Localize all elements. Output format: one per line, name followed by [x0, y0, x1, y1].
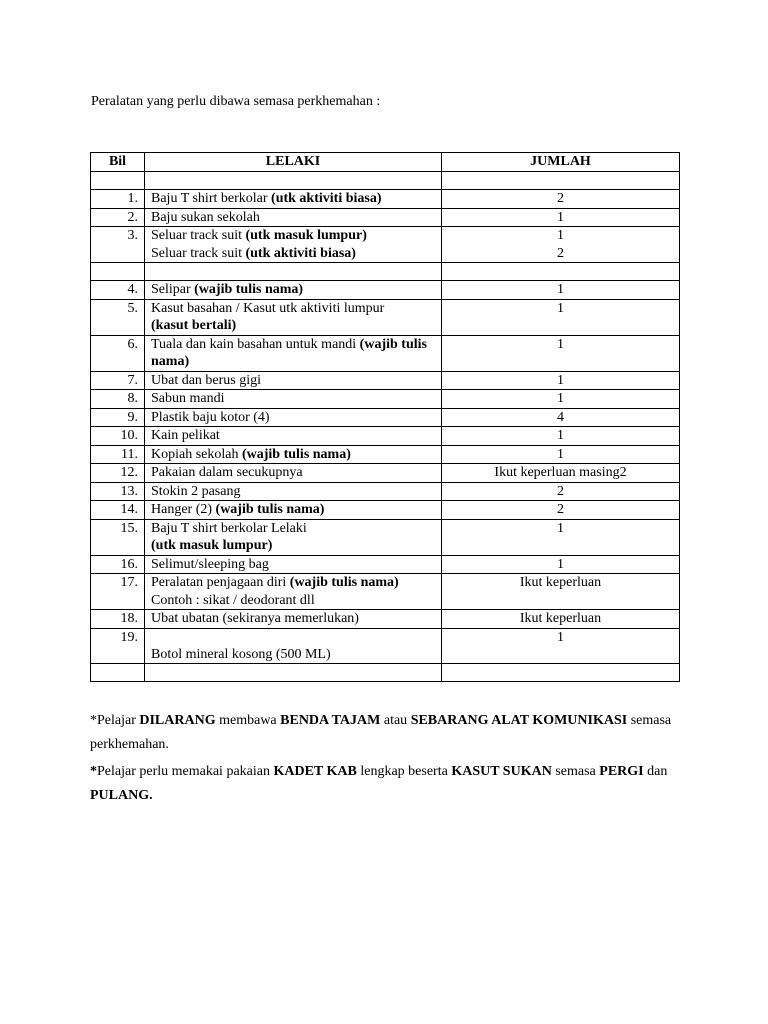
- row-number: 14.: [91, 501, 145, 520]
- item-quantity: 1: [442, 208, 680, 227]
- item-quantity: Ikut keperluan masing2: [442, 464, 680, 483]
- item-quantity: 1: [442, 371, 680, 390]
- item-quantity: 1: [442, 519, 680, 555]
- table-row: [91, 227, 680, 263]
- item-name: Tuala dan kain basahan untuk mandi (wajib tulis nama): [145, 335, 442, 371]
- item-name: Botol mineral kosong (500 ML): [145, 628, 442, 664]
- table-row: [91, 555, 680, 574]
- item-name: Stokin 2 pasang: [145, 482, 442, 501]
- table-row: [91, 390, 680, 409]
- row-number: 4.: [91, 281, 145, 300]
- row-number: 18.: [91, 610, 145, 629]
- table-row: [91, 427, 680, 446]
- table-row: [91, 335, 680, 371]
- item-name: Pakaian dalam secukupnya: [145, 464, 442, 483]
- item-name: Baju sukan sekolah: [145, 208, 442, 227]
- row-number: 8.: [91, 390, 145, 409]
- item-name: Selimut/sleeping bag: [145, 555, 442, 574]
- row-number: 5.: [91, 299, 145, 335]
- row-number: 15.: [91, 519, 145, 555]
- table-row: [91, 501, 680, 520]
- item-name: Sabun mandi: [145, 390, 442, 409]
- row-number: 7.: [91, 371, 145, 390]
- item-quantity: 1: [442, 390, 680, 409]
- header-jumlah: JUMLAH: [442, 153, 680, 172]
- table-row: [91, 574, 680, 610]
- table-row: [91, 208, 680, 227]
- table-row: [91, 628, 680, 664]
- item-name: Kasut basahan / Kasut utk aktiviti lumpur (kasut bertali): [145, 299, 442, 335]
- item-quantity: 1: [442, 299, 680, 335]
- item-quantity: 1 2: [442, 227, 680, 263]
- item-quantity: 1: [442, 445, 680, 464]
- table-row: [91, 445, 680, 464]
- table-row: [91, 464, 680, 483]
- row-number: 3.: [91, 227, 145, 263]
- item-quantity: 2: [442, 501, 680, 520]
- header-lelaki: LELAKI: [145, 153, 442, 172]
- table-row: [91, 482, 680, 501]
- item-quantity: Ikut keperluan: [442, 610, 680, 629]
- item-quantity: Ikut keperluan: [442, 574, 680, 610]
- item-quantity: 1: [442, 555, 680, 574]
- table-spacer-row: [91, 664, 680, 682]
- table-row: [91, 610, 680, 629]
- row-number: 1.: [91, 190, 145, 209]
- item-quantity: 4: [442, 408, 680, 427]
- table-row: [91, 408, 680, 427]
- row-number: 11.: [91, 445, 145, 464]
- row-number: 10.: [91, 427, 145, 446]
- table-header-row: [91, 153, 680, 172]
- row-number: 17.: [91, 574, 145, 610]
- item-name: Kain pelikat: [145, 427, 442, 446]
- row-number: 2.: [91, 208, 145, 227]
- table-row: [91, 299, 680, 335]
- row-number: 12.: [91, 464, 145, 483]
- item-quantity: 1: [442, 628, 680, 664]
- item-name: Plastik baju kotor (4): [145, 408, 442, 427]
- note-uniform: *Pelajar perlu memakai pakaian KADET KAB lengkap beserta KASUT SUKAN semasa PERGI dan PULANG.: [90, 764, 668, 803]
- item-quantity: 1: [442, 427, 680, 446]
- item-quantity: 1: [442, 281, 680, 300]
- table-spacer-row: [91, 263, 680, 281]
- item-name: Baju T shirt berkolar Lelaki (utk masuk lumpur): [145, 519, 442, 555]
- page-heading: Peralatan yang perlu dibawa semasa perkhemahan :: [91, 94, 381, 109]
- item-name: Selipar (wajib tulis nama): [145, 281, 442, 300]
- table-row: [91, 281, 680, 300]
- equipment-table: [90, 152, 680, 682]
- note-prohibited-items: *Pelajar DILARANG membawa BENDA TAJAM atau SEBARANG ALAT KOMUNIKASI semasa perkhemahan.: [90, 713, 672, 752]
- item-quantity: 1: [442, 335, 680, 371]
- item-name: Seluar track suit (utk masuk lumpur) Seluar track suit (utk aktiviti biasa): [145, 227, 442, 263]
- item-quantity: 2: [442, 482, 680, 501]
- item-name: Hanger (2) (wajib tulis nama): [145, 501, 442, 520]
- row-number: 6.: [91, 335, 145, 371]
- header-bil: Bil: [91, 153, 145, 172]
- item-name: Peralatan penjagaan diri (wajib tulis nama) Contoh : sikat / deodorant dll: [145, 574, 442, 610]
- row-number: 9.: [91, 408, 145, 427]
- item-name: Ubat ubatan (sekiranya memerlukan): [145, 610, 442, 629]
- table-row: [91, 190, 680, 209]
- table-row: [91, 519, 680, 555]
- item-name: Ubat dan berus gigi: [145, 371, 442, 390]
- table-row: [91, 371, 680, 390]
- row-number: 19.: [91, 628, 145, 664]
- row-number: 13.: [91, 482, 145, 501]
- table-spacer-row: [91, 172, 680, 190]
- item-quantity: 2: [442, 190, 680, 209]
- item-name: Baju T shirt berkolar (utk aktiviti biasa): [145, 190, 442, 209]
- item-name: Kopiah sekolah (wajib tulis nama): [145, 445, 442, 464]
- row-number: 16.: [91, 555, 145, 574]
